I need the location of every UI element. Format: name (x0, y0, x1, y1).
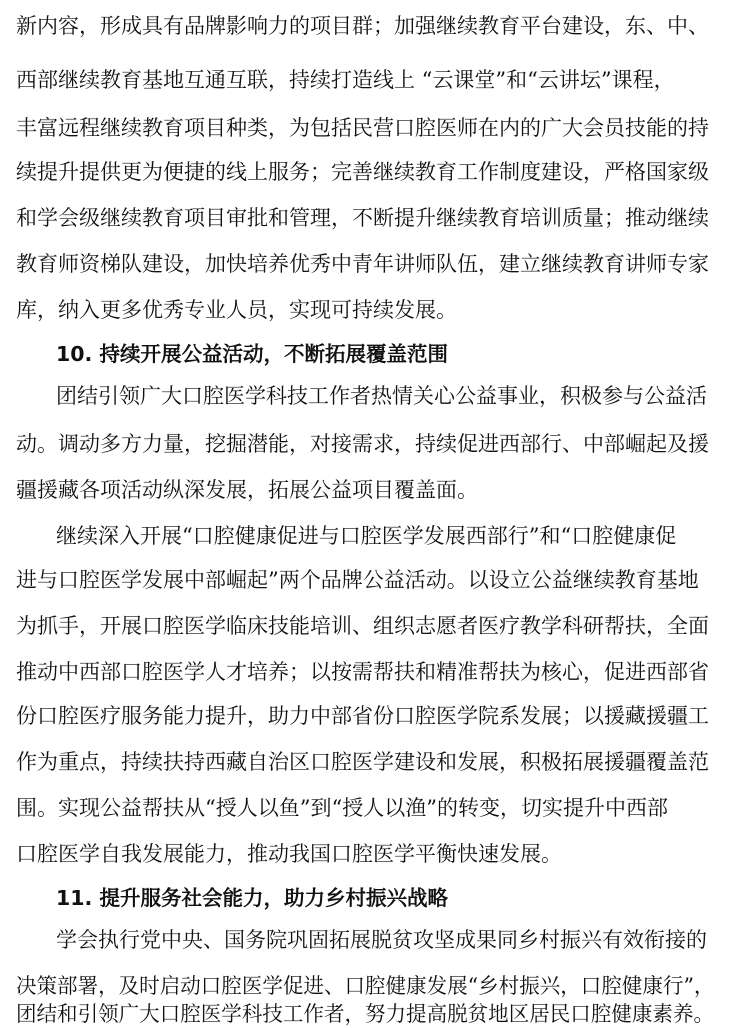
text-line: 学会执行党中央、国务院巩固拓展脱贫攻坚成果同乡村振兴有效衔接的 (56, 928, 707, 952)
text-line: 份口腔医疗服务能力提升，助力中部省份口腔医学院系发展；以援藏援疆工 (16, 704, 709, 728)
text-line: 口腔医学自我发展能力，推动我国口腔医学平衡快速发展。 (16, 842, 562, 866)
section-heading: 10. 持续开展公益活动，不断拓展覆盖范围 (56, 342, 448, 366)
text-line: 续提升提供更为便捷的线上服务；完善继续教育工作制度建设，严格国家级 (16, 160, 709, 184)
text-line: 教育师资梯队建设，加快培养优秀中青年讲师队伍，建立继续教育讲师专家 (16, 252, 709, 276)
text-line: 动。调动多方力量，挖掘潜能，对接需求，持续促进西部行、中部崛起及援 (16, 432, 709, 456)
text-line: 库，纳入更多优秀专业人员，实现可持续发展。 (16, 298, 457, 322)
text-line: 推动中西部口腔医学人才培养；以按需帮扶和精准帮扶为核心，促进西部省 (16, 660, 709, 684)
text-line: 围。实现公益帮扶从“授人以鱼”到“授人以渔”的转变，切实提升中西部 (16, 796, 668, 820)
text-line: 为抓手，开展口腔医学临床技能培训、组织志愿者医疗教学科研帮扶，全面 (16, 614, 709, 638)
text-line: 进与口腔医学发展中部崛起”两个品牌公益活动。以设立公益继续教育基地 (16, 568, 699, 592)
section-heading: 11. 提升服务社会能力，助力乡村振兴战略 (56, 886, 448, 910)
text-line: 作为重点，持续扶持西藏自治区口腔医学建设和发展，积极拓展援疆覆盖范 (16, 750, 709, 774)
text-line: 西部继续教育基地互通互联，持续打造线上 “云课堂”和“云讲坛”课程， (16, 68, 675, 92)
text-line: 和学会级继续教育项目审批和管理，不断提升继续教育培训质量；推动继续 (16, 206, 709, 230)
text-line: 疆援藏各项活动纵深发展，拓展公益项目覆盖面。 (16, 478, 478, 502)
text-line: 继续深入开展“口腔健康促进与口腔医学发展西部行”和“口腔健康促 (56, 524, 677, 548)
text-line: 团结引领广大口腔医学科技工作者热情关心公益事业，积极参与公益活 (56, 384, 707, 408)
text-line: 决策部署，及时启动口腔医学促进、口腔健康发展“乡村振兴，口腔健康行”， (16, 974, 715, 998)
text-line: 丰富远程继续教育项目种类，为包括民营口腔医师在内的广大会员技能的持 (16, 116, 709, 140)
text-line: 团结和引领广大口腔医学科技工作者，努力提高脱贫地区居民口腔健康素养。 (16, 1002, 715, 1026)
text-line: 新内容，形成具有品牌影响力的项目群；加强继续教育平台建设，东、中、 (16, 14, 709, 38)
